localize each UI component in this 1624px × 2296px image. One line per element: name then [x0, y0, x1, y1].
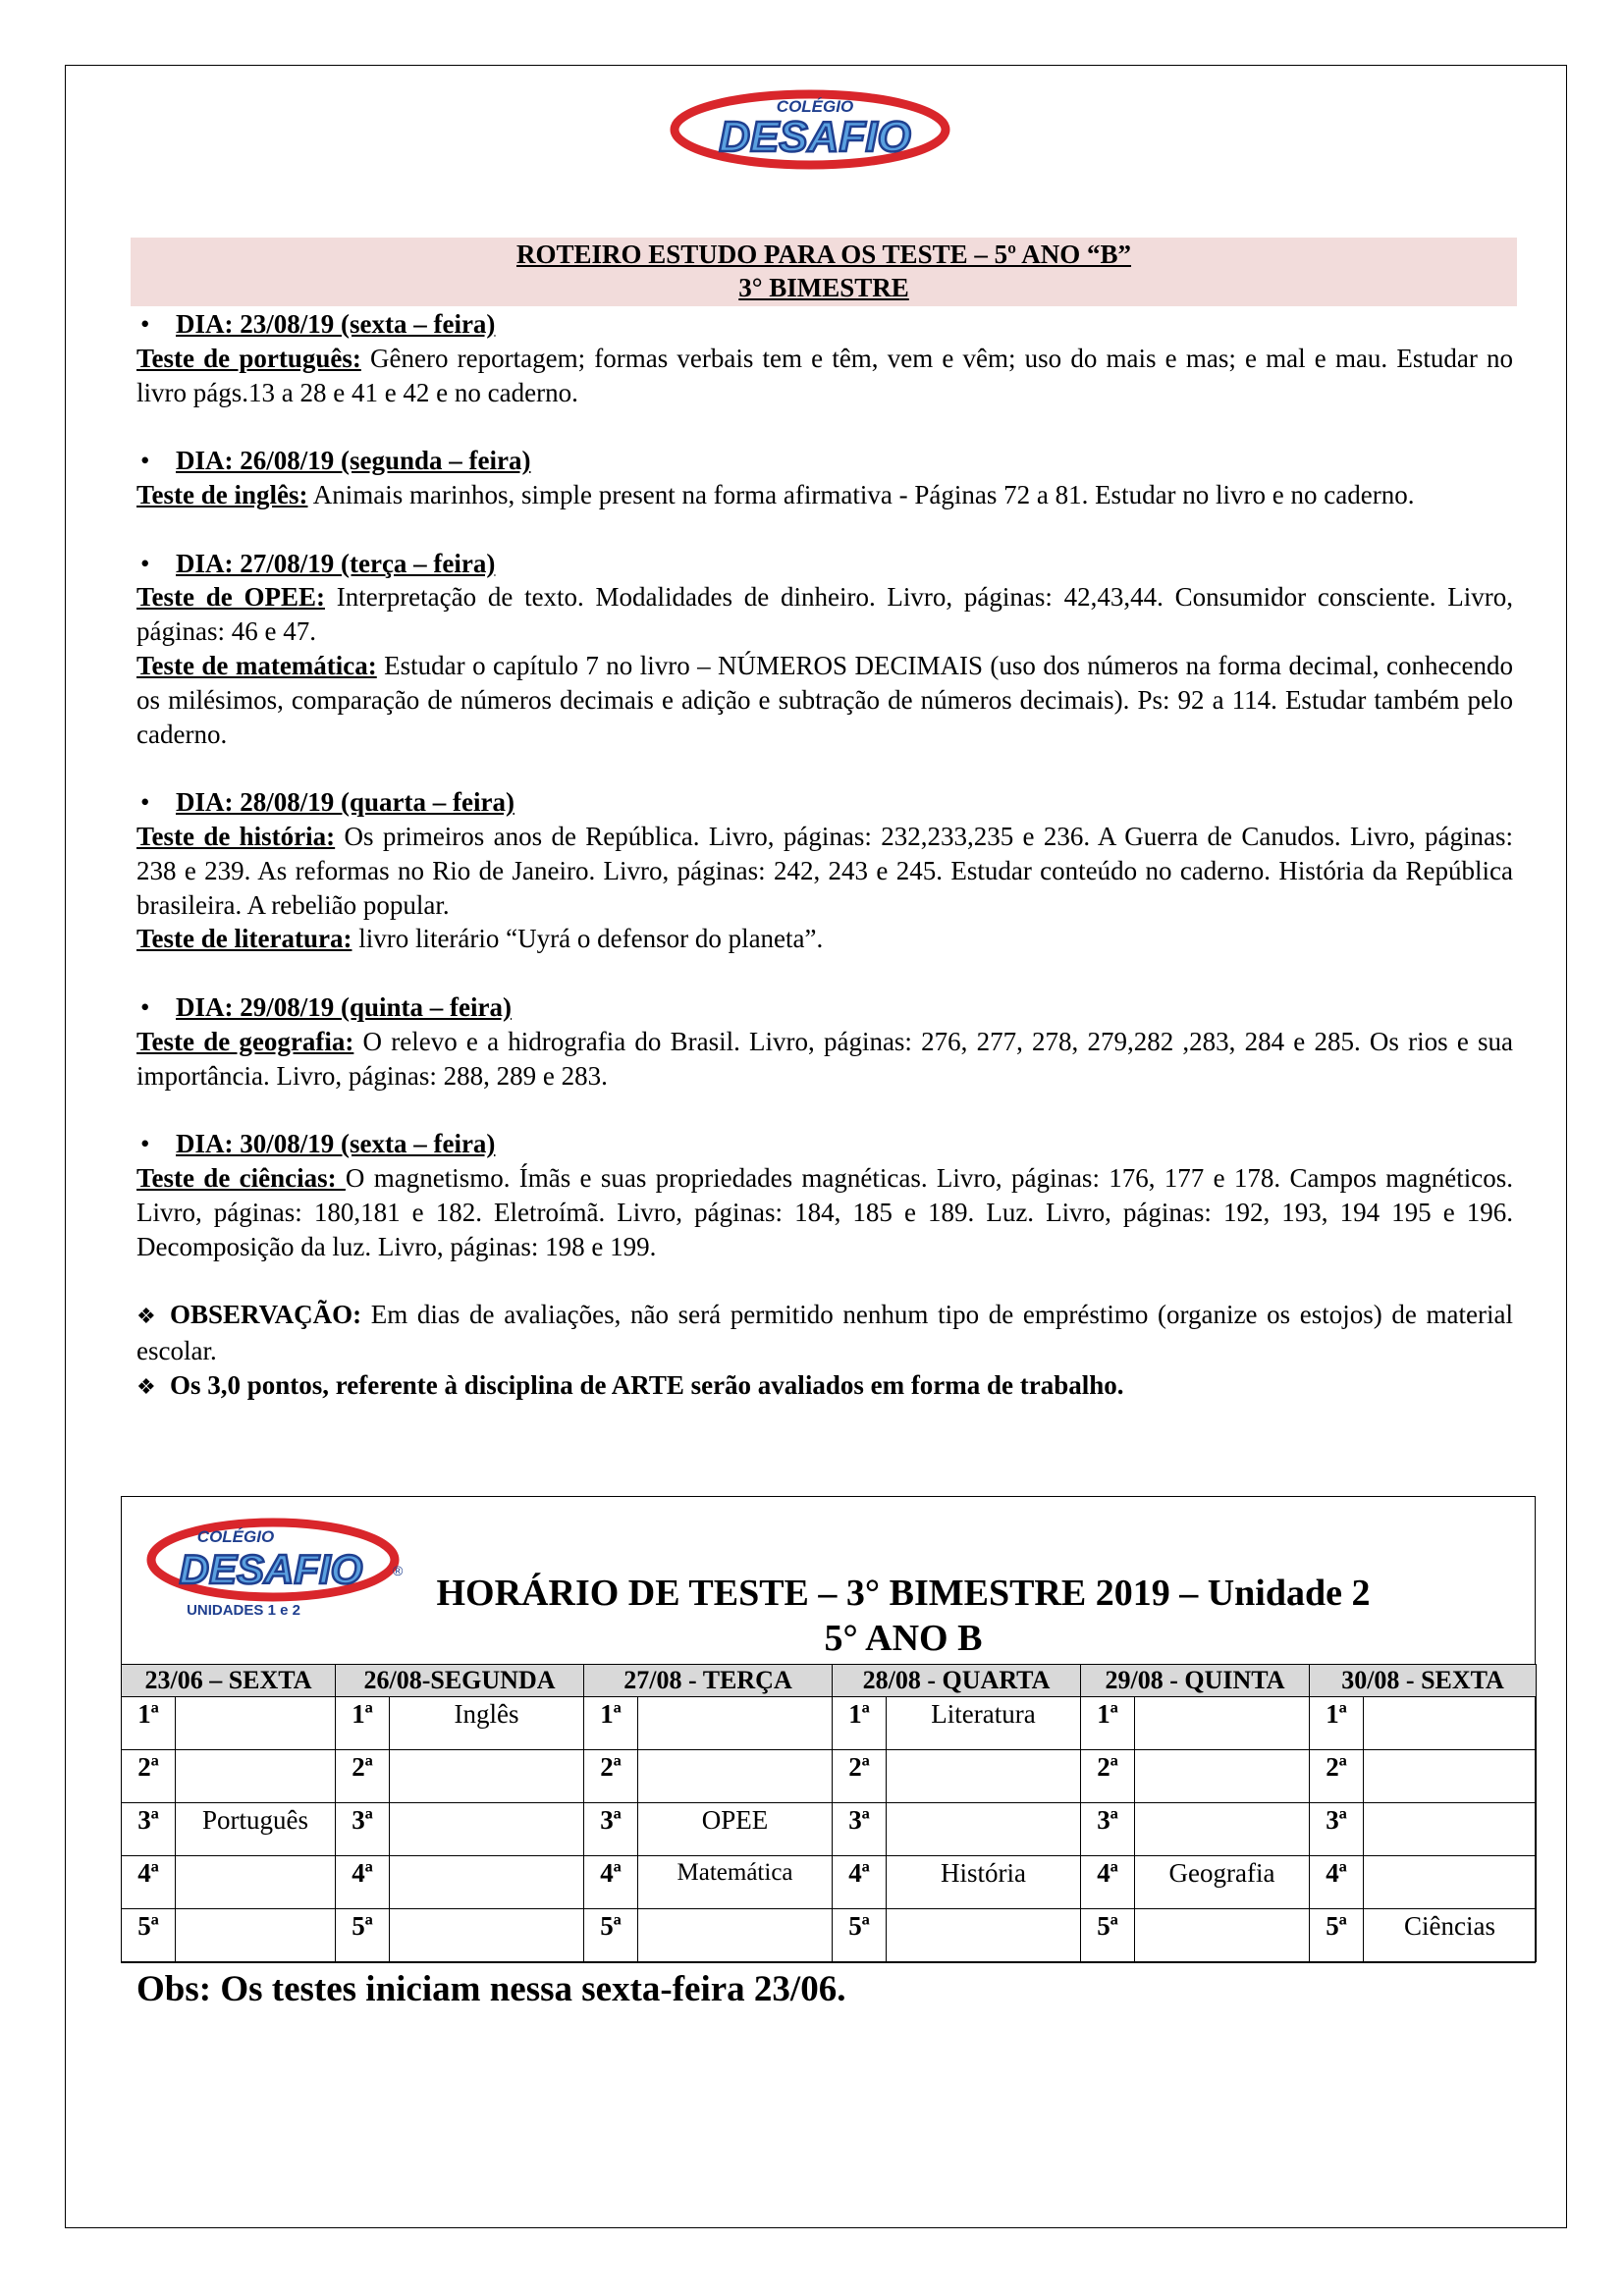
subject-cell [1135, 1909, 1310, 1962]
period-cell: 4ª [833, 1856, 887, 1909]
schedule-header-row [122, 1665, 1537, 1697]
table-row [122, 1909, 1537, 1962]
schedule-title [412, 1571, 1394, 1661]
test-item: Teste de matemática: Estudar o capítulo 7 no livro – NÚMEROS DECIMAIS (uso dos números na forma decimal, conhecendo os milésimos, comparação de números decimais e adição e subtração de números decimais). Ps: 92 a 114. Estudar também pelo caderno. [136, 650, 1513, 749]
document-title [131, 238, 1517, 306]
subject-cell [176, 1909, 336, 1962]
subject-cell [1135, 1750, 1310, 1803]
period-cell: 1ª [1310, 1697, 1364, 1750]
logo-main-word: DESAFIO [719, 113, 911, 161]
colegio-desafio-logo-units [145, 1507, 410, 1627]
period-cell: 2ª [122, 1750, 176, 1803]
table-row [122, 1750, 1537, 1803]
period-cell: 3ª [122, 1803, 176, 1856]
day-heading: • DIA: 23/08/19 (sexta – feira) [140, 309, 496, 339]
subject-cell [176, 1750, 336, 1803]
subject-cell [638, 1750, 833, 1803]
period-cell: 5ª [336, 1909, 390, 1962]
day-heading: • DIA: 28/08/19 (quarta – feira) [140, 787, 514, 818]
period-cell: 1ª [122, 1697, 176, 1750]
title-line-2: 3° BIMESTRE [738, 273, 909, 302]
day-heading: • DIA: 29/08/19 (quinta – feira) [140, 991, 512, 1022]
subject-cell: Matemática [638, 1856, 833, 1909]
observation-2: ❖ Os 3,0 pontos, referente à disciplina de ARTE serão avaliados em forma de trabalho. [136, 1368, 1513, 1405]
subject-cell [638, 1909, 833, 1962]
period-cell: 5ª [1081, 1909, 1135, 1962]
period-cell: 5ª [1310, 1909, 1364, 1962]
day-heading: • DIA: 27/08/19 (terça – feira) [140, 548, 496, 578]
final-note: Obs: Os testes iniciam nessa sexta-feira 23/06. [136, 1969, 846, 2009]
subject-cell [887, 1909, 1081, 1962]
subject-cell [176, 1697, 336, 1750]
day-column-header: 23/06 – SEXTA [122, 1665, 336, 1697]
period-cell: 4ª [1081, 1856, 1135, 1909]
period-cell: 1ª [336, 1697, 390, 1750]
test-item: Teste de inglês: Animais marinhos, simple present na forma afirmativa - Páginas 72 a 81. Estudar no livro e no caderno. [136, 479, 1415, 509]
schedule-title-line-1: HORÁRIO DE TESTE – 3° BIMESTRE 2019 – Unidade 2 [436, 1573, 1371, 1614]
period-cell: 4ª [1310, 1856, 1364, 1909]
table-row [122, 1856, 1537, 1909]
period-cell: 2ª [1310, 1750, 1364, 1803]
svg-text:UNIDADES 1 e 2: UNIDADES 1 e 2 [187, 1602, 300, 1619]
period-cell: 5ª [584, 1909, 638, 1962]
subject-cell [390, 1909, 584, 1962]
subject-cell [638, 1697, 833, 1750]
period-cell: 3ª [584, 1803, 638, 1856]
period-cell: 3ª [833, 1803, 887, 1856]
day-heading: • DIA: 26/08/19 (segunda – feira) [140, 446, 531, 476]
subject-cell [1135, 1697, 1310, 1750]
subject-cell: Geografia [1135, 1856, 1310, 1909]
period-cell: 5ª [122, 1909, 176, 1962]
svg-text:COLÉGIO: COLÉGIO [196, 1527, 275, 1546]
day-heading: • DIA: 30/08/19 (sexta – feira) [140, 1129, 496, 1159]
test-item: Teste de português: Gênero reportagem; formas verbais tem e têm, vem e vêm; uso do mais e mas; e mal e mau. Estudar no livro págs.13 a 28 e 41 e 42 e no caderno. [136, 343, 1513, 407]
subject-cell: Inglês [390, 1697, 584, 1750]
period-cell: 1ª [1081, 1697, 1135, 1750]
diamond-bullet-icon: ❖ [136, 1373, 156, 1399]
period-cell: 1ª [584, 1697, 638, 1750]
period-cell: 2ª [336, 1750, 390, 1803]
subject-cell [1135, 1803, 1310, 1856]
period-cell: 1ª [833, 1697, 887, 1750]
period-cell: 4ª [584, 1856, 638, 1909]
subject-cell [1364, 1697, 1537, 1750]
period-cell: 5ª [833, 1909, 887, 1962]
schedule-table [121, 1664, 1537, 1962]
period-cell: 4ª [122, 1856, 176, 1909]
period-cell: 2ª [833, 1750, 887, 1803]
test-item: Teste de OPEE: Interpretação de texto. Modalidades de dinheiro. Livro, páginas: 42,43,44. Consumidor consciente. Livro, páginas: 46 e 47. [136, 582, 1514, 647]
test-item: Teste de história: Os primeiros anos de República. Livro, páginas: 232,233,235 e 236. A Guerra de Canudos. Livro, páginas: 238 e 239. As reformas no Rio de Janeiro. Livro, páginas: 242, 243 e 245. Estudar conteúdo no caderno. História da República brasileira. A rebelião popular. [136, 821, 1513, 920]
day-column-header: 30/08 - SEXTA [1310, 1665, 1537, 1697]
day-column-header: 26/08-SEGUNDA [336, 1665, 584, 1697]
colegio-desafio-logo [668, 82, 952, 173]
subject-cell: Ciências [1364, 1909, 1537, 1962]
table-row [122, 1697, 1537, 1750]
subject-cell [390, 1856, 584, 1909]
svg-text:DESAFIO: DESAFIO [179, 1546, 363, 1592]
day-column-header: 27/08 - TERÇA [584, 1665, 833, 1697]
period-cell: 3ª [1310, 1803, 1364, 1856]
subject-cell [887, 1803, 1081, 1856]
subject-cell [887, 1750, 1081, 1803]
period-cell: 2ª [584, 1750, 638, 1803]
subject-cell: História [887, 1856, 1081, 1909]
subject-cell: Português [176, 1803, 336, 1856]
diamond-bullet-icon: ❖ [136, 1304, 156, 1329]
subject-cell [1364, 1750, 1537, 1803]
test-item: Teste de geografia: O relevo e a hidrografia do Brasil. Livro, páginas: 276, 277, 278, 279,282 ,283, 284 e 285. Os rios e sua importância. Livro, páginas: 288, 289 e 283. [136, 1026, 1513, 1091]
title-line-1: ROTEIRO ESTUDO PARA OS TESTE – 5º ANO “B” [515, 240, 1132, 269]
period-cell: 2ª [1081, 1750, 1135, 1803]
period-cell: 4ª [336, 1856, 390, 1909]
day-column-header: 29/08 - QUINTA [1081, 1665, 1310, 1697]
table-row [122, 1803, 1537, 1856]
svg-text:®: ® [393, 1563, 404, 1578]
test-item: Teste de ciências: O magnetismo. Ímãs e suas propriedades magnéticas. Livro, páginas: 176, 177 e 178. Campos magnéticos. Livro, páginas: 180,181 e 182. Eletroímã. Livro, páginas: 184, 185 e 189. Luz. Livro, páginas: 192, 193, 194 195 e 196. Decomposição da luz. Livro, páginas: 198 e 199. [136, 1162, 1514, 1261]
schedule-title-line-2: 5° ANO B [824, 1618, 983, 1659]
period-cell: 3ª [336, 1803, 390, 1856]
subject-cell [390, 1750, 584, 1803]
study-guide [136, 307, 1513, 1405]
period-cell: 3ª [1081, 1803, 1135, 1856]
observation-1: ❖ OBSERVAÇÃO: Em dias de avaliações, não será permitido nenhum tipo de empréstimo (organize os estojos) de material escolar. [136, 1300, 1513, 1365]
test-item: Teste de literatura: livro literário “Uyrá o defensor do planeta”. [136, 924, 824, 954]
subject-cell [1364, 1803, 1537, 1856]
subject-cell [390, 1803, 584, 1856]
day-column-header: 28/08 - QUARTA [833, 1665, 1081, 1697]
subject-cell: OPEE [638, 1803, 833, 1856]
subject-cell: Literatura [887, 1697, 1081, 1750]
logo-top-line: COLÉGIO [776, 97, 854, 116]
subject-cell [1364, 1856, 1537, 1909]
subject-cell [176, 1856, 336, 1909]
